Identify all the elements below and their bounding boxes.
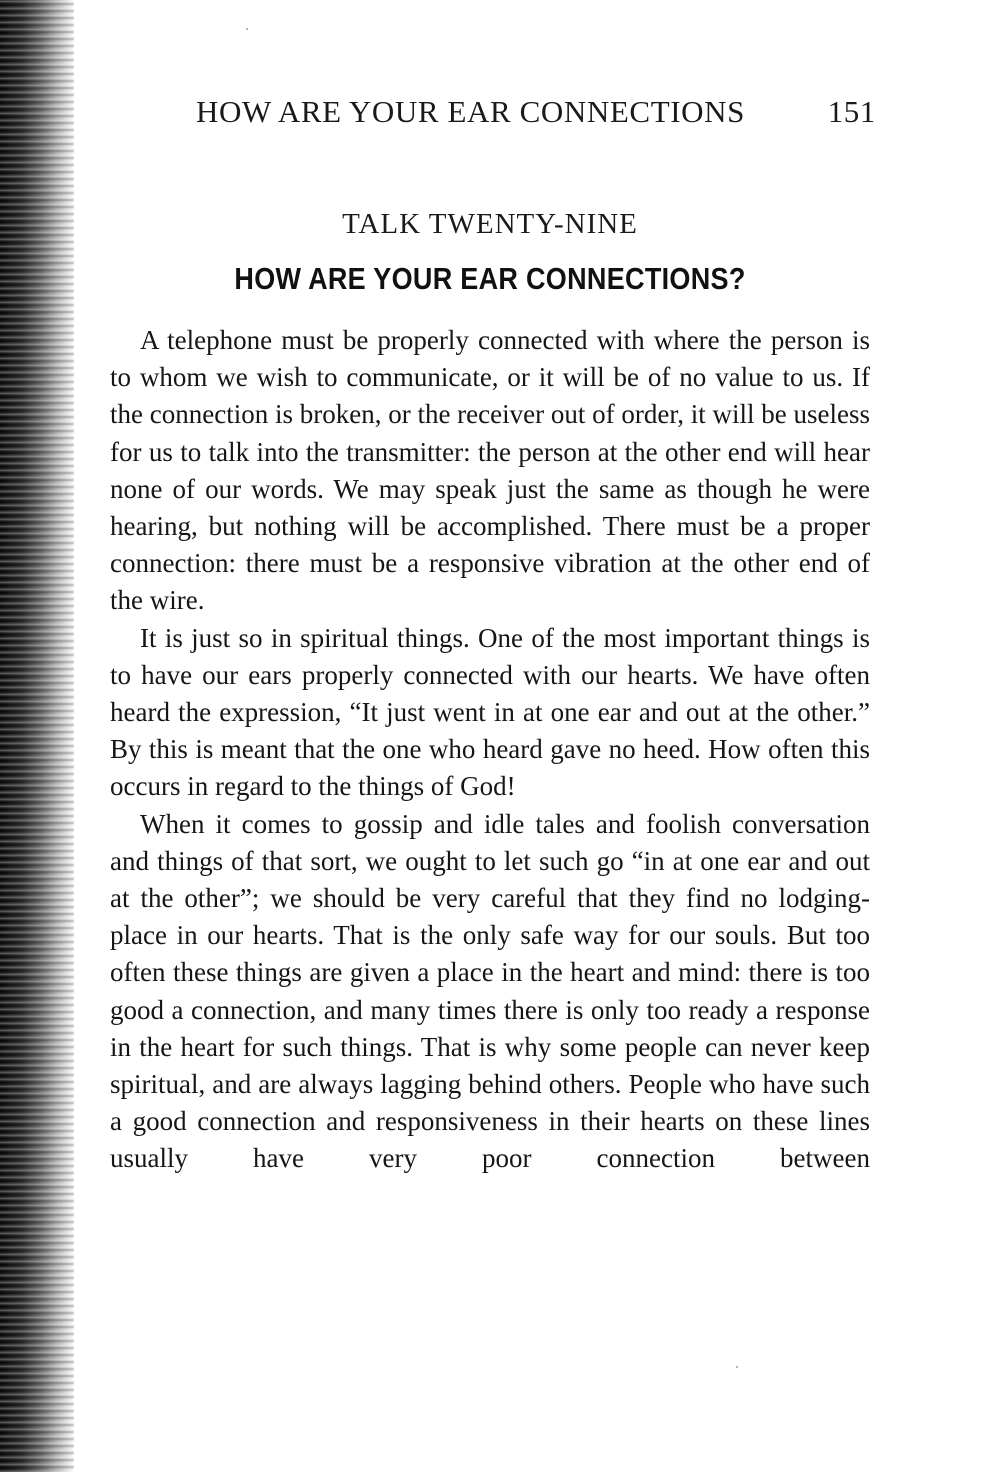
page-number: 151 xyxy=(827,94,876,129)
talk-number: TALK TWENTY-NINE xyxy=(342,208,638,240)
paragraph-1: A telephone must be properly connected with where the person is to whom we wish to communicate, or it will be of no value to us. If the connection is broken, or the receiver out of order, it will be useless for us to talk into the transmitter: the person at the other end will hear none of our words. We may speak just the same as though he were hearing, but nothing will be accomplished. There must be a proper connection: there must be a responsive vibration at the other end of the wire. xyxy=(110,325,870,616)
chapter-title: HOW ARE YOUR EAR CONNECTIONS? xyxy=(234,262,746,296)
scan-speck xyxy=(736,1366,738,1368)
scan-speck xyxy=(246,28,248,30)
running-head-title: HOW ARE YOUR EAR CONNECTIONS xyxy=(196,94,745,129)
paragraph-2: It is just so in spiritual things. One of the most important things is to have our ears properly connected with our hearts. We have often heard the expression, “It just went in at one ear and out at the other.” By this is meant that the one who heard gave no heed. How often this occurs in regard to the things of God! xyxy=(110,622,870,802)
binding-shadow xyxy=(0,0,74,1472)
paragraph-3: When it comes to gossip and idle tales and foolish conversation and things of that sort, we ought to let such go “in at one ear and out at the other”; we should be very careful that they find no lodging-place in our hearts. That is the only safe way for our souls. But too often these things are given a place in the heart and mind: there is too good a connection, and many times there is only too ready a response in the heart for such things. That is why some people can never keep spiritual, and are always lagging behind others. People who have such a good connection and responsiveness in their hearts on these lines usually have very poor connection between xyxy=(110,808,870,1174)
body-text xyxy=(110,322,870,1178)
